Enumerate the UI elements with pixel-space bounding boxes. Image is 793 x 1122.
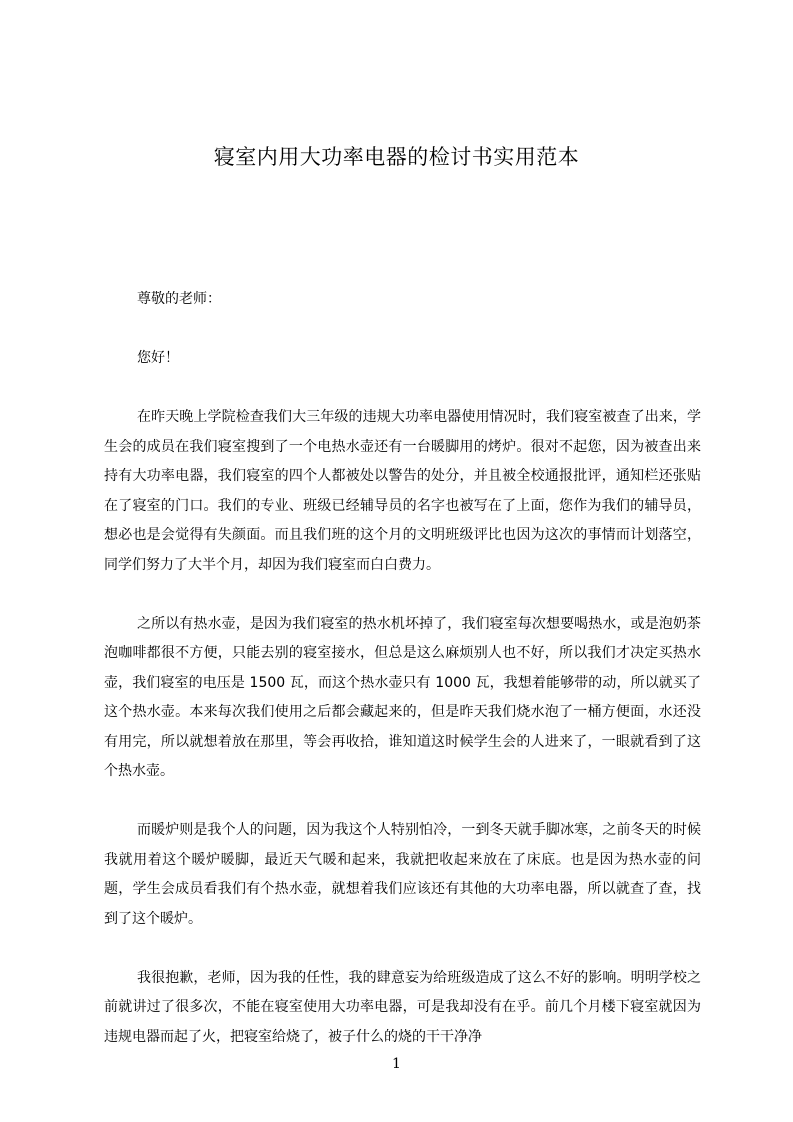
salutation: 尊敬的老师： [137,291,221,307]
document-body [104,285,701,1052]
greeting: 您好！ [137,350,179,366]
body-paragraph: 而暖炉则是我个人的问题，因为我这个人特别怕冷，一到冬天就手脚冰寒，之前冬天的时候我就用着这个暖炉暖脚，最近天气暖和起来，我就把收起来放在了床底。也是因为热水壶的问题，学生会成员看我们有个热水壶，就想着我们应该还有其他的大功率电器，所以就查了查，找到了这个暖炉。 [104,822,701,927]
page-number: 1 [392,1056,401,1072]
body-paragraph: 之所以有热水壶，是因为我们寝室的热水机坏掉了，我们寝室每次想要喝热水，或是泡奶茶泡咖啡都很不方便，只能去别的寝室接水，但总是这么麻烦别人也不好，所以我们才决定买热水壶，我们寝室的电压是 1500 瓦，而这个热水壶只有 1000 瓦，我想着能够带的动，所以就买了这个热水壶。本来每次我们使用之后都会藏起来的，但是昨天我们烧水泡了一桶方便面，水还没有用完，所以就想着放在那里，等会再收拾，谁知道这时候学生会的人进来了，一眼就看到了这个热水壶。 [104,615,701,779]
body-paragraph: 在昨天晚上学院检查我们大三年级的违规大功率电器使用情况时，我们寝室被查了出来，学生会的成员在我们寝室搜到了一个电热水壶还有一台暖脚用的烤炉。很对不起您，因为被查出来持有大功率电器，我们寝室的四个人都被处以警告的处分，并且被全校通报批评，通知栏还张贴在了寝室的门口。我们的专业、班级已经辅导员的名字也被写在了上面，您作为我们的辅导员，想必也是会觉得有失颜面。而且我们班的这个月的文明班级评比也因为这次的事情而计划落空，同学们努力了大半个月，却因为我们寝室而白白费力。 [104,409,701,573]
document-title: 寝室内用大功率电器的检讨书实用范本 [213,145,580,169]
body-paragraph: 我很抱歉，老师，因为我的任性，我的肆意妄为给班级造成了这么不好的影响。明明学校之前就讲过了很多次，不能在寝室使用大功率电器，可是我却没有在乎。前几个月楼下寝室就因为违规电器而起了火，把寝室给烧了，被子什么的烧的干干净净 [104,969,701,1045]
